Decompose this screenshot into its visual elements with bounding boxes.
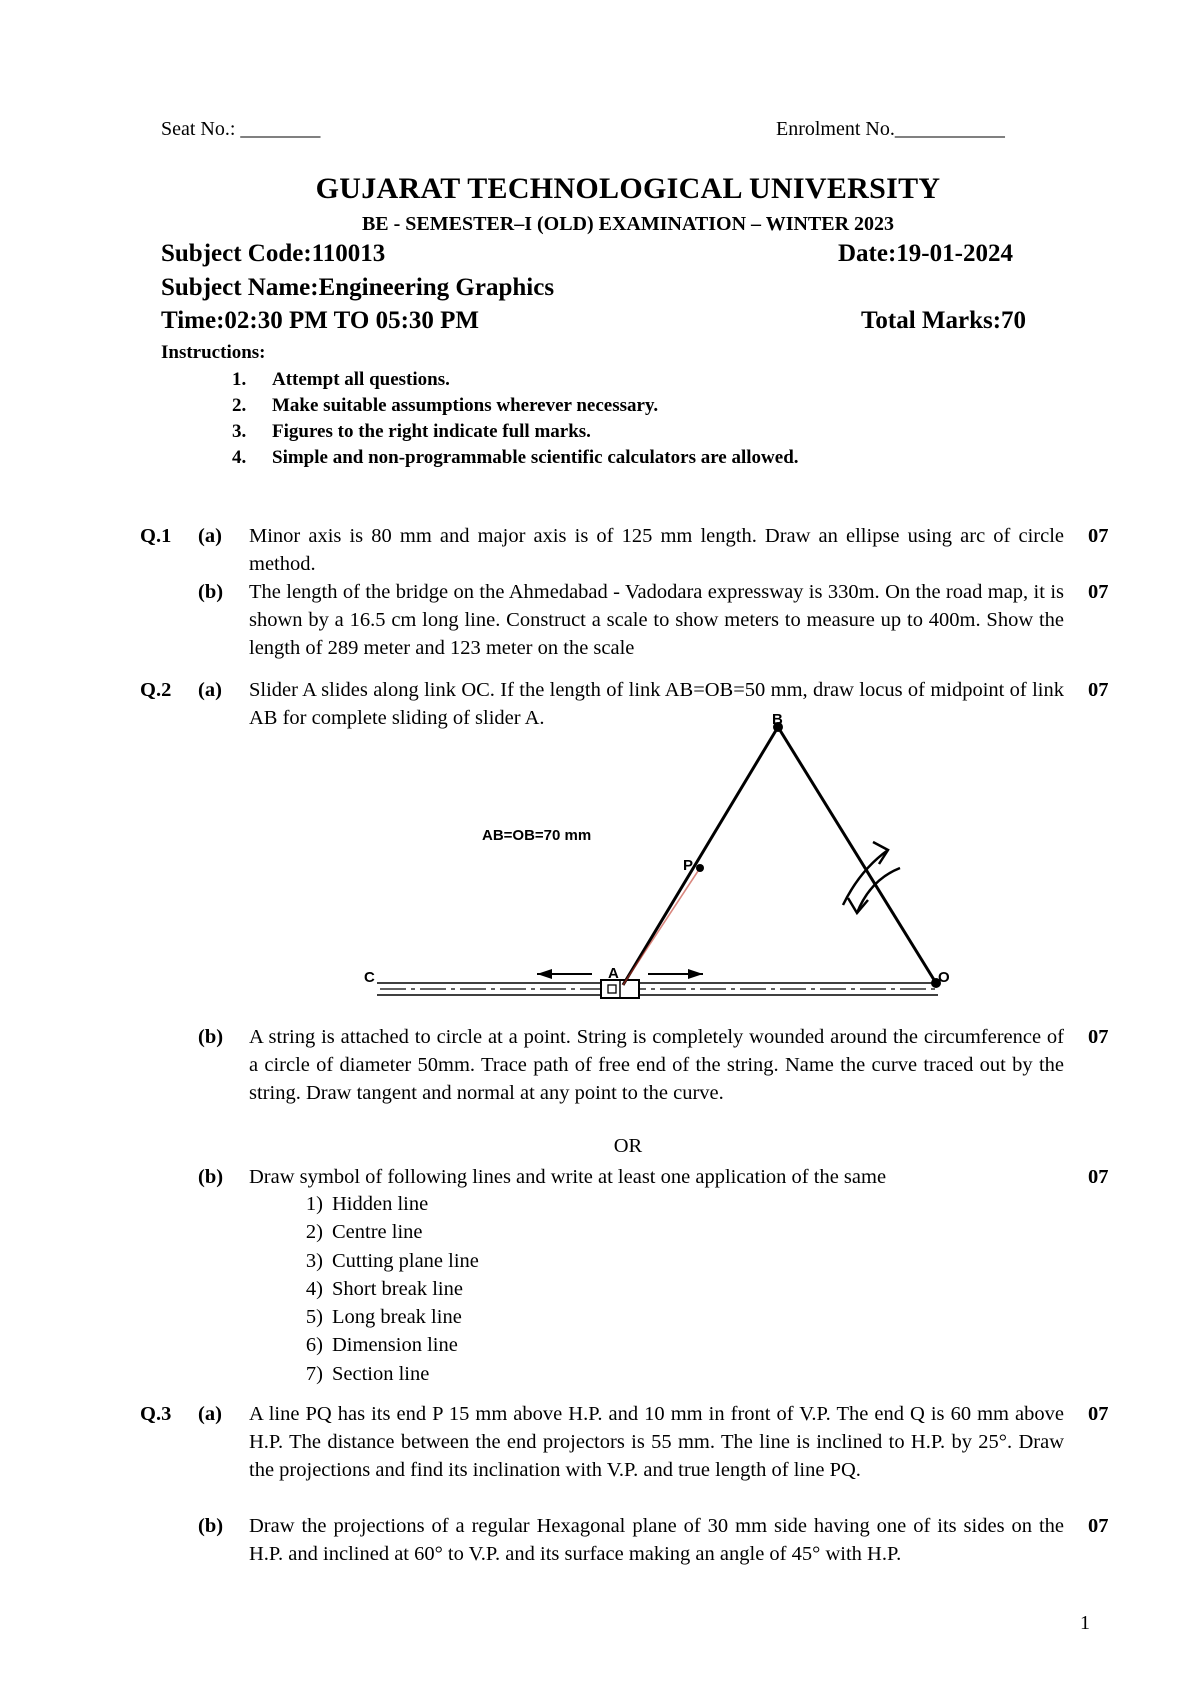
page-number: 1 (1080, 1612, 1090, 1634)
question-text: A string is attached to circle at a point. String is completely wounded around the circumference of a circle of diameter 50mm. Trace path of free end of the string. Name the curve traced out by the string. Draw tangent and normal at any point to the curve. (249, 1026, 1064, 1104)
question-marks: 07 (1088, 1403, 1109, 1425)
exam-date: Date:19-01-2024 (838, 240, 1013, 267)
question-number: Q.2 (140, 679, 172, 701)
list-item: 2) Centre line (305, 1221, 423, 1244)
instruction-item: 1. Attempt all questions. (232, 369, 450, 390)
exam-title: BE - SEMESTER–I (OLD) EXAMINATION – WINTER 2023 (361, 213, 895, 235)
question-part: (a) (198, 1403, 222, 1425)
instruction-item: 3. Figures to the right indicate full marks. (232, 421, 591, 442)
question-marks: 07 (1088, 581, 1109, 603)
question-marks: 07 (1088, 525, 1109, 547)
question-marks: 07 (1088, 1026, 1109, 1048)
label-c: C (364, 969, 375, 986)
arrow-right-head (688, 969, 703, 979)
line-types-list (295, 1190, 479, 1388)
question-part: (b) (198, 1166, 224, 1188)
list-item: 1) Hidden line (305, 1193, 429, 1215)
dimension-label: AB=OB=70 mm (482, 827, 592, 844)
subject-code: Subject Code:110013 (161, 240, 386, 267)
instruction-item: 4. Simple and non-programmable scientific calculators are allowed. (232, 447, 799, 468)
question-part: (a) (198, 525, 222, 547)
link-ap-highlight (623, 868, 700, 985)
seat-no: Seat No.: ________ (161, 118, 321, 140)
list-item: 3) Cutting plane line (305, 1249, 479, 1272)
question-text: Draw the projections of a regular Hexagonal plane of 30 mm side having one of its sides on the H.P. and inclined at 60° to V.P. and its surface making an angle of 45° with H.P. (249, 1515, 1064, 1565)
question-number: Q.3 (140, 1403, 172, 1425)
subject-name: Subject Name:Engineering Graphics (161, 274, 555, 301)
question-part: (b) (198, 1026, 224, 1048)
joint-p (696, 864, 704, 872)
label-b: B (772, 711, 783, 728)
question-text: The length of the bridge on the Ahmedabad - Vadodara expressway is 330m. On the road map, it is shown by a 16.5 cm long line. Construct a scale to show meters to measure up to 400m. Show the length of 289 meter and 123 meter on the scale (249, 581, 1064, 659)
exam-time: Time:02:30 PM TO 05:30 PM (161, 307, 480, 334)
question-marks: 07 (1088, 679, 1109, 701)
enrolment-no: Enrolment No.___________ (776, 118, 1005, 140)
instruction-item: 2. Make suitable assumptions wherever necessary. (232, 395, 659, 416)
arrow-left-head (537, 969, 552, 979)
or-separator: OR (613, 1135, 643, 1157)
link-ab (623, 727, 778, 985)
question-text: A line PQ has its end P 15 mm above H.P. and 10 mm in front of V.P. The end Q is 60 mm above H.P. The distance between the end projectors is 55 mm. The line is inclined to H.P. by 25°. Draw the projections and find its inclination with V.P. and true length of line PQ. (249, 1403, 1064, 1481)
question-text: Minor axis is 80 mm and major axis is of 125 mm length. Draw an ellipse using arc of circle method. (249, 525, 1064, 575)
question-part: (b) (198, 581, 224, 603)
question-number: Q.1 (140, 525, 172, 547)
university-title: GUJARAT TECHNOLOGICAL UNIVERSITY (315, 172, 941, 205)
list-item: 7) Section line (305, 1362, 430, 1385)
slider-pin (608, 985, 616, 993)
question-marks: 07 (1088, 1166, 1109, 1188)
list-item: 5) Long break line (305, 1306, 462, 1329)
question-part: (b) (198, 1515, 224, 1537)
question-text: Draw symbol of following lines and write at least one application of the same (249, 1166, 887, 1188)
list-item: 6) Dimension line (305, 1334, 458, 1357)
rotation-arrowhead-2 (848, 898, 868, 913)
link-ob (778, 727, 936, 983)
question-text: Slider A slides along link OC. If the length of link AB=OB=50 mm, draw locus of midpoint of link AB for complete sliding of slider A. (249, 679, 1064, 729)
label-o: O (938, 969, 950, 986)
instructions-title: Instructions: (161, 342, 266, 363)
label-p: P (683, 857, 694, 874)
question-part: (a) (198, 679, 222, 701)
list-item: 4) Short break line (305, 1277, 463, 1300)
label-a: A (608, 965, 619, 982)
total-marks: Total Marks:70 (861, 307, 1027, 334)
question-marks: 07 (1088, 1515, 1109, 1537)
